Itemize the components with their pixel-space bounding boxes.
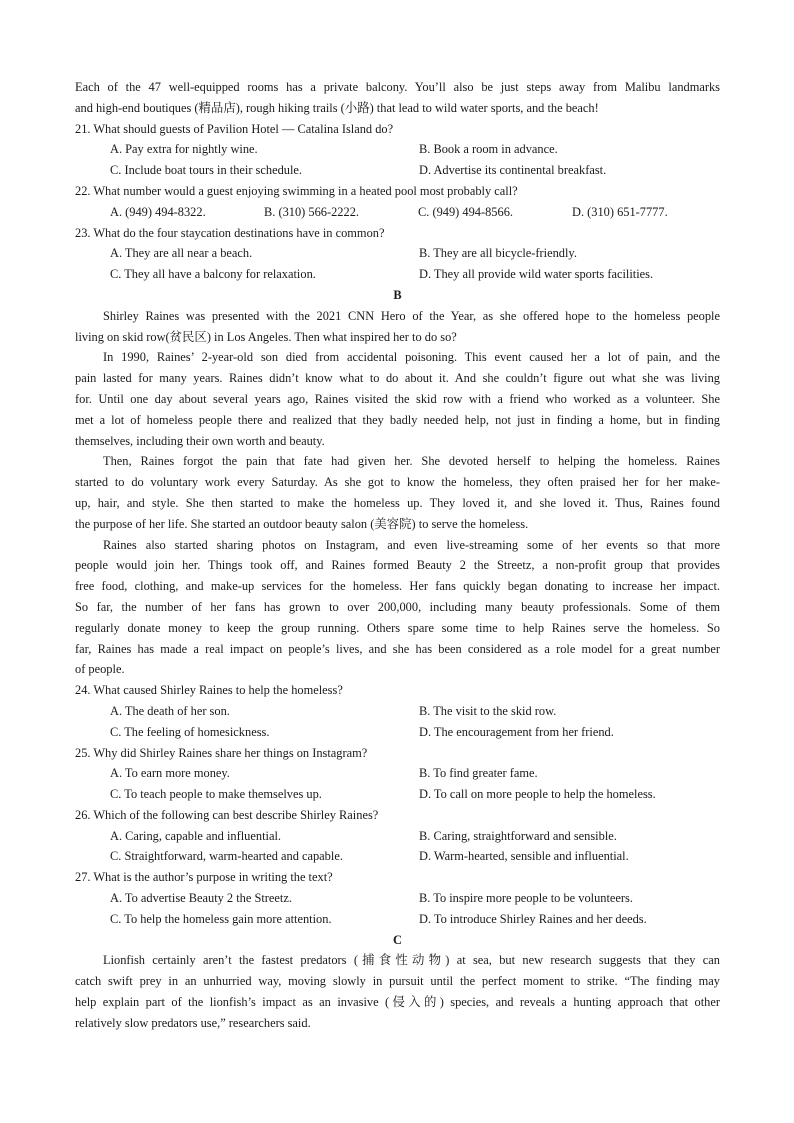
option-d: D. They all provide wild water sports facilities.: [419, 267, 654, 282]
passage-a-line: Each of the 47 well-equipped rooms has a private balcony. You’ll also be just steps away from Malibu landmarks: [75, 80, 720, 94]
passage-c-line: catch swift prey in an unhurried way, moving slowly in pursuit until the perfect moment to strike. “The finding may: [75, 974, 720, 989]
option-a: A. Pay extra for nightly wine.: [110, 142, 258, 157]
option-b: B. To inspire more people to be volunteers.: [419, 891, 633, 906]
passage-b-line: started to do voluntary work every Saturday. As she got to know the homeless, they often praised her for her make-: [75, 475, 720, 490]
question-25-options: [75, 784, 720, 805]
passage-b-line: of people.: [75, 662, 125, 677]
question-23-options: [75, 264, 720, 285]
question-24-options: [75, 701, 720, 722]
passage-c-line: help explain part of the lionfish’s impact as an invasive (侵入的) species, and reveals a hunting approach that other: [75, 995, 720, 1010]
passage-c-line: Lionfish certainly aren’t the fastest predators (捕食性动物) at sea, but new research suggests that they can: [103, 953, 720, 968]
question-27-options: [75, 888, 720, 909]
option-b: B. To find greater fame.: [419, 766, 538, 781]
question-27-stem: 27. What is the author’s purpose in writing the text?: [75, 870, 333, 885]
option-a: A. Caring, capable and influential.: [110, 828, 282, 843]
section-b-heading: B: [393, 287, 402, 302]
question-22-stem: 22. What number would a guest enjoying swimming in a heated pool most probably call?: [75, 183, 518, 198]
passage-b-line: free food, clothing, and make-up services for the homeless. Her fans quickly began donating to increase her impact.: [75, 579, 720, 594]
option-c: C. The feeling of homesickness.: [110, 724, 270, 739]
passage-b-line: pain lasted for many years. Raines didn’t know what to do about it. And she couldn’t figure out what she was living: [75, 371, 720, 386]
option-b: B. They are all bicycle-friendly.: [419, 246, 577, 261]
option-c: C. Include boat tours in their schedule.: [110, 163, 303, 178]
option-a: A. They are all near a beach.: [110, 246, 253, 261]
option-b: B. (310) 566-2222.: [264, 204, 359, 219]
passage-b-line: the purpose of her life. She started an outdoor beauty salon (美容院) to serve the homeless.: [75, 516, 529, 531]
passage-b-line: In 1990, Raines’ 2-year-old son died from accidental poisoning. This event caused her a lot of pain, and the: [103, 350, 720, 365]
option-b: B. Caring, straightforward and sensible.: [419, 828, 617, 843]
option-d: D. Advertise its continental breakfast.: [419, 163, 607, 178]
passage-b-line: up, hair, and style. She then started to make the homeless up. They loved it, and she loved it. Thus, Raines found: [75, 495, 720, 510]
option-c: C. To teach people to make themselves up.: [110, 787, 322, 802]
passage-b-line: Raines also started sharing photos on Instagram, and even live-streaming some of her events so that more: [103, 537, 720, 552]
option-d: D. To introduce Shirley Raines and her deeds.: [419, 911, 647, 926]
option-a: A. The death of her son.: [110, 703, 230, 718]
passage-b-line: regularly donate money to keep the group running. Others spare some time to help Raines serve the homeless. So: [75, 620, 720, 635]
question-21-options: [75, 160, 720, 181]
question-27-options: [75, 909, 720, 930]
option-c: C. To help the homeless gain more attention.: [110, 911, 332, 926]
question-25-options: [75, 763, 720, 784]
option-d: D. To call on more people to help the homeless.: [419, 787, 656, 802]
question-23-stem: 23. What do the four staycation destinations have in common?: [75, 225, 385, 240]
question-24-stem: 24. What caused Shirley Raines to help the homeless?: [75, 683, 343, 698]
passage-b-line: met a lot of homeless people there and realized that they badly needed help, not just in finding a home, but in finding: [75, 412, 720, 427]
question-23-options: [75, 243, 720, 264]
question-26-options: [75, 826, 720, 847]
option-d: D. (310) 651-7777.: [572, 204, 668, 219]
exam-page: [75, 77, 720, 1034]
option-d: D. The encouragement from her friend.: [419, 724, 614, 739]
question-25-stem: 25. Why did Shirley Raines share her things on Instagram?: [75, 745, 368, 760]
option-a: A. To advertise Beauty 2 the Streetz.: [110, 891, 292, 906]
passage-b-line: for. Until one day about several years ago, Raines visited the skid row with a friend who worked as a volunteer. She: [75, 391, 720, 406]
question-26-options: [75, 846, 720, 867]
passage-b-line: people would join her. Things took off, and Raines formed Beauty 2 the Streetz, a non-profit group that provides: [75, 558, 720, 573]
section-c-heading: C: [393, 932, 402, 947]
option-c: C. (949) 494-8566.: [418, 204, 513, 219]
option-a: A. (949) 494-8322.: [110, 204, 206, 219]
option-d: D. Warm-hearted, sensible and influential.: [419, 849, 629, 864]
option-c: C. They all have a balcony for relaxation.: [110, 267, 316, 282]
passage-b-line: Then, Raines forgot the pain that fate had given her. She devoted herself to helping the homeless. Raines: [103, 454, 720, 469]
question-26-stem: 26. Which of the following can best describe Shirley Raines?: [75, 807, 379, 822]
passage-b-line: themselves, including their own worth and beauty.: [75, 433, 325, 448]
option-a: A. To earn more money.: [110, 766, 230, 781]
passage-a-line: and high-end boutiques (精品店), rough hiking trails (小路) that lead to wild water sports, and the beach!: [75, 100, 599, 115]
passage-b-line: So far, the number of her fans has grown to over 200,000, including many beauty professionals. Some of them: [75, 599, 720, 614]
question-22-options: [75, 202, 720, 223]
option-b: B. Book a room in advance.: [419, 142, 558, 157]
option-b: B. The visit to the skid row.: [419, 703, 557, 718]
question-24-options: [75, 722, 720, 743]
passage-b-line: far, Raines has made a real impact on people’s lives, and she has been considered as a role model for a great number: [75, 641, 720, 656]
passage-c-line: relatively slow predators use,” researchers said.: [75, 1015, 311, 1030]
option-c: C. Straightforward, warm-hearted and capable.: [110, 849, 343, 864]
passage-b-line: living on skid row(贫民区) in Los Angeles. Then what inspired her to do so?: [75, 329, 457, 344]
question-21-options: [75, 139, 720, 160]
passage-b-line: Shirley Raines was presented with the 2021 CNN Hero of the Year, as she offered hope to the homeless people: [103, 308, 720, 323]
question-21-stem: 21. What should guests of Pavilion Hotel — Catalina Island do?: [75, 121, 394, 136]
